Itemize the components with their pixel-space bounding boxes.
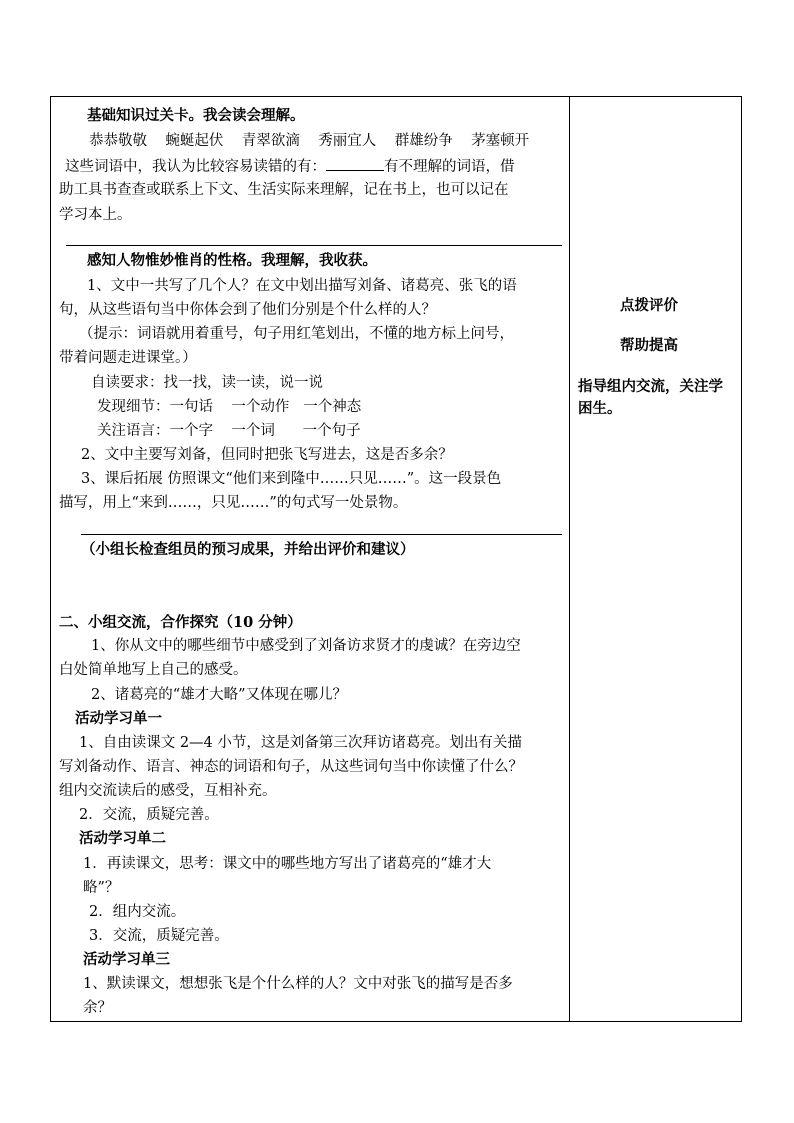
a2-line-c: 2．组内交流。 xyxy=(89,904,186,920)
find-details: 发现细节：一句话 一个动作 一个神态 xyxy=(97,399,362,415)
fill-blank xyxy=(326,156,384,171)
rule-1 xyxy=(66,245,562,246)
rule-2 xyxy=(81,534,562,535)
side-note-a: 指导组内交流，关注学 xyxy=(578,378,723,395)
lesson-table xyxy=(50,96,742,1022)
p2: 2、诸葛亮的“雄才大略”又体现在哪儿？ xyxy=(91,687,348,703)
activity-3-title: 活动学习单三 xyxy=(83,951,170,968)
side-title-2: 帮助提高 xyxy=(620,337,678,354)
q1-line-b: 句，从这些语句当中你体会到了他们分别是个什么样的人？ xyxy=(59,302,436,318)
reading-requirement: 自读要求：找一找，读一读，说一说 xyxy=(91,375,323,391)
a1-line-b: 写刘备动作、语言、神态的词语和句子，从这些词句当中你读懂了什么？ xyxy=(59,759,523,775)
a2-line-d: 3．交流，质疑完善。 xyxy=(89,928,229,944)
p1-line-b: 白处简单地写上自己的感受。 xyxy=(59,662,248,678)
vocab-line3: 学习本上。 xyxy=(59,207,132,223)
a2-line-a: 1．再读课文，思考：课文中的哪些地方写出了诸葛亮的“雄才大 xyxy=(83,856,492,872)
vocab-words: 恭恭敬敬 蜿蜒起伏 青翠欲滴 秀丽宜人 群雄纷争 茅塞顿开 xyxy=(89,133,530,149)
section2-heading: 感知人物惟妙惟肖的性格。我理解，我收获。 xyxy=(87,252,377,269)
hint-line-a: （提示：词语就用着重号，句子用红笔划出，不懂的地方标上问号， xyxy=(79,326,514,342)
a1-line-a: 1、自由读课文 2—4 小节，这是刘备第三次拜访诸葛亮。划出有关描 xyxy=(79,735,522,751)
group-check: （小组长检查组员的预习成果，并给出评价和建议） xyxy=(81,541,415,558)
focus-language: 关注语言：一个字 一个词 一个句子 xyxy=(97,423,361,439)
main-column xyxy=(51,97,569,1021)
p1-line-a: 1、你从文中的哪些细节中感受到了刘备访求贤才的虔诚？在旁边空 xyxy=(91,638,521,654)
section1-heading: 基础知识过关卡。我会读会理解。 xyxy=(87,107,305,124)
q3-line-b: 描写，用上“来到……，只见……”的句式写一处景物。 xyxy=(59,495,408,511)
q2: 2、文中主要写刘备，但同时把张飞写进去，这是否多余？ xyxy=(81,447,453,463)
a1-line-c: 组内交流读后的感受，互相补充。 xyxy=(59,783,277,799)
a1-line-d: 2．交流，质疑完善。 xyxy=(79,807,219,823)
hint-line-b: 带着问题走进课堂。） xyxy=(59,350,197,366)
a3-line-a: 1、默读课文，想想张飞是个什么样的人？文中对张飞的描写是否多 xyxy=(83,976,513,992)
vocab-line2: 助工具书查查或联系上下文、生活实际来理解，记在书上，也可以记在 xyxy=(59,182,509,198)
activity-2-title: 活动学习单二 xyxy=(79,830,166,847)
vocab-line1: 这些词语中，我认为比较容易读错的有： 有不理解的词语，借 xyxy=(65,156,515,176)
side-column xyxy=(570,97,741,1021)
side-note-b: 困生。 xyxy=(578,400,622,417)
activity-1-title: 活动学习单一 xyxy=(75,710,162,727)
section3-heading: 二、小组交流，合作探究（10 分钟） xyxy=(59,614,302,631)
a2-line-b: 略”？ xyxy=(83,880,120,896)
q3-line-a: 3、课后拓展 仿照课文“他们来到隆中……只见……”。这一段景色 xyxy=(81,471,502,487)
side-title-1: 点拨评价 xyxy=(620,297,678,314)
q1-line-a: 1、文中一共写了几个人？在文中划出描写刘备、诸葛亮、张飞的语 xyxy=(87,278,517,294)
a3-line-b: 余？ xyxy=(83,1000,112,1016)
